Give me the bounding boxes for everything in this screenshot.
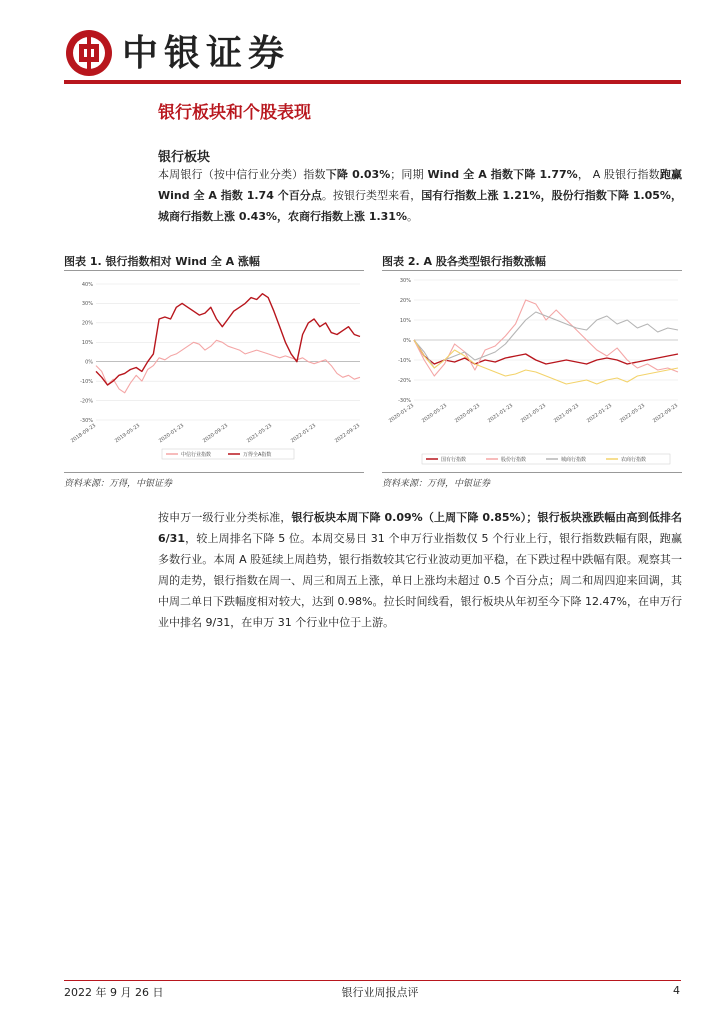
brand-name: 中银证券 bbox=[122, 32, 291, 74]
x-tick-label: 2022-09-23 bbox=[651, 402, 680, 425]
legend-label: 中信行业指数 bbox=[181, 451, 212, 458]
figure1-bottom-rule bbox=[64, 472, 364, 473]
y-tick-label: 30% bbox=[81, 301, 93, 308]
legend-label: 国有行指数 bbox=[441, 456, 467, 463]
figure2-bottom-rule bbox=[382, 472, 682, 473]
x-tick-label: 2020-05-23 bbox=[420, 402, 449, 425]
header-divider bbox=[64, 80, 681, 84]
y-tick-label: -10% bbox=[80, 378, 93, 385]
footer-report-name: 银行业周报点评 bbox=[341, 986, 419, 999]
y-tick-label: 10% bbox=[81, 340, 93, 347]
y-tick-label: 0% bbox=[403, 337, 411, 344]
section-title: 银行板块和个股表现 bbox=[158, 103, 311, 123]
footer-date: 2022 年 9 月 26 日 bbox=[64, 986, 164, 999]
y-tick-label: -10% bbox=[398, 357, 411, 364]
y-tick-label: 0% bbox=[85, 359, 93, 366]
x-tick-label: 2021-09-23 bbox=[552, 402, 581, 425]
y-tick-label: 40% bbox=[81, 281, 93, 288]
figure1-source: 资料来源：万得，中银证券 bbox=[64, 479, 173, 489]
x-tick-label: 2020-09-23 bbox=[453, 402, 482, 425]
figure2-top-rule bbox=[382, 270, 682, 271]
x-tick-label: 2020-09-23 bbox=[201, 422, 230, 445]
legend-label: 股份行指数 bbox=[501, 456, 527, 463]
series-line bbox=[96, 340, 360, 393]
series-line bbox=[96, 294, 360, 385]
x-tick-label: 2022-01-23 bbox=[289, 422, 318, 445]
x-tick-label: 2020-01-23 bbox=[387, 402, 416, 425]
page-number: 4 bbox=[673, 984, 680, 997]
y-tick-label: -30% bbox=[80, 417, 93, 424]
y-tick-label: -30% bbox=[398, 397, 411, 404]
paragraph-industry-ranking: 按申万一级行业分类标准，银行板块本周下降 0.09%（上周下降 0.85%）；银行板块涨跌幅由高到低排名 6/31，较上周排名下降 5 位。本周交易日 31 个申万行业指数仅 5 个行业上行，银行指数跌幅有限，跑赢多数行业。本周 A 股延续上周趋势，银行指数较其它行业波动更加平稳，在下跌过程中跌幅有限。观察其一周的走势，银行指数在周一、周三和周五上涨，单日上涨均未超过 0.5 个百分点；周二和周四迎来回调，其中周二单日下跌幅度相对较大，达到 0.98%。拉长时间线看，银行板块从年初至今下降 12.47%，在申万行业中排名 9/31，在申万 31 个行业中位于上游。 bbox=[158, 511, 683, 629]
y-tick-label: 10% bbox=[399, 317, 411, 324]
figure2-chart bbox=[382, 272, 682, 470]
series-line bbox=[414, 340, 678, 364]
x-tick-label: 2022-01-23 bbox=[585, 402, 614, 425]
x-tick-label: 2019-05-23 bbox=[113, 422, 142, 445]
x-tick-label: 2021-01-23 bbox=[486, 402, 515, 425]
x-tick-label: 2021-05-23 bbox=[519, 402, 548, 425]
legend-label: 农商行指数 bbox=[621, 456, 647, 463]
bank-logo-icon bbox=[64, 28, 114, 78]
figure1-chart bbox=[64, 272, 364, 470]
y-tick-label: -20% bbox=[398, 377, 411, 384]
figure1-title: 图表 1. 银行指数相对 Wind 全 A 涨幅 bbox=[64, 255, 260, 268]
x-tick-label: 2018-09-23 bbox=[69, 422, 98, 445]
x-tick-label: 2022-05-23 bbox=[618, 402, 647, 425]
x-tick-label: 2022-09-23 bbox=[333, 422, 362, 445]
figure2-source: 资料来源：万得，中银证券 bbox=[382, 479, 491, 489]
y-tick-label: -20% bbox=[80, 398, 93, 405]
figure2-title: 图表 2. A 股各类型银行指数涨幅 bbox=[382, 255, 546, 268]
footer-divider bbox=[64, 980, 681, 981]
x-tick-label: 2021-05-23 bbox=[245, 422, 274, 445]
legend-label: 城商行指数 bbox=[561, 456, 587, 463]
y-tick-label: 20% bbox=[399, 297, 411, 304]
legend-label: 万得全A指数 bbox=[243, 451, 272, 458]
y-tick-label: 20% bbox=[81, 320, 93, 327]
y-tick-label: 30% bbox=[399, 277, 411, 284]
sub-title: 银行板块 bbox=[158, 150, 211, 165]
figure1-top-rule bbox=[64, 270, 364, 271]
paragraph-summary: 本周银行（按中信行业分类）指数下降 0.03%；同期 Wind 全 A 指数下降 1.77%， A 股银行指数跑赢 Wind 全 A 指数 1.74 个百分点。按银行类型来看，国有行指数上涨 1.21%，股份行指数下降 1.05%，城商行指数上涨 0.43%，农商行指数上涨 1.31%。 bbox=[158, 168, 682, 223]
x-tick-label: 2020-01-23 bbox=[157, 422, 186, 445]
